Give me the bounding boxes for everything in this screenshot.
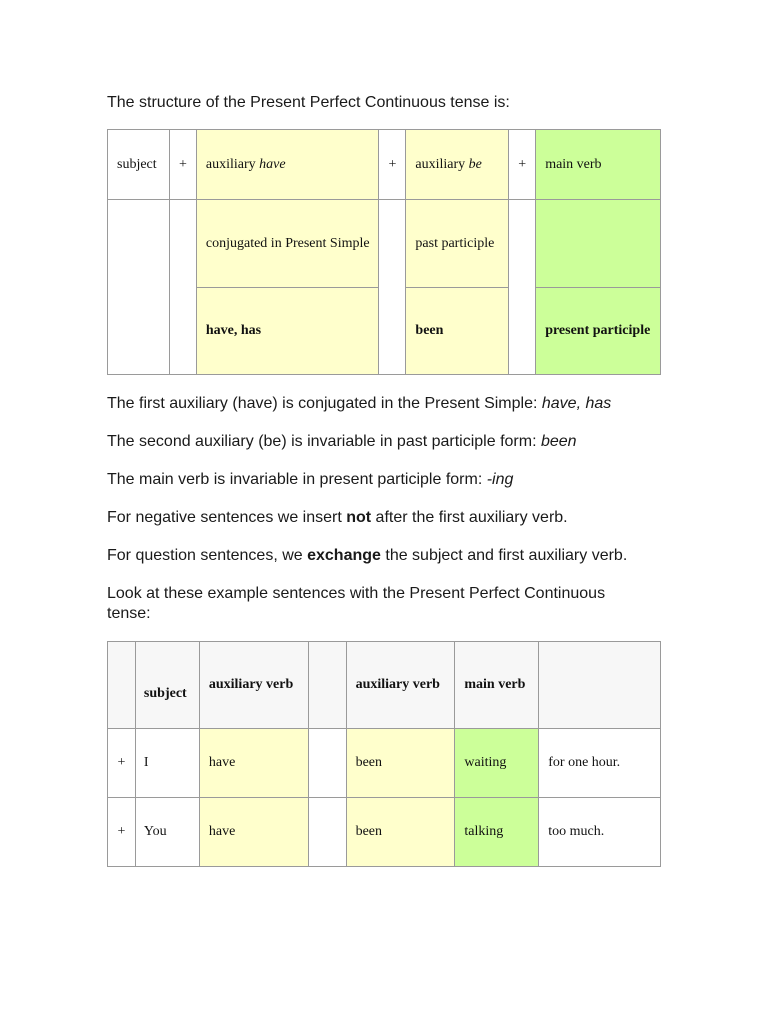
empty-cell: [509, 200, 536, 375]
examples-intro: Look at these example sentences with the Present Perfect Continuous tense:: [107, 585, 606, 622]
rest-cell: for one hour.: [539, 729, 661, 798]
empty-cell: [169, 200, 196, 375]
structure-row-notes: [108, 200, 661, 288]
aux-have-note: conjugated in Present Simple: [196, 200, 379, 288]
rule-2: The second auxiliary (be) is invariable in past participle form: been: [107, 433, 577, 450]
empty-cell: [379, 200, 406, 375]
header-aux1: auxiliary verb: [199, 642, 308, 729]
main-verb-note-empty: [536, 200, 661, 288]
plus-sign: +: [169, 130, 196, 200]
header-empty: [539, 642, 661, 729]
example-row: [108, 729, 661, 798]
subject-cell: subject: [108, 130, 170, 200]
rule-3: The main verb is invariable in present participle form: -ing: [107, 471, 514, 488]
examples-header-row: [108, 642, 661, 729]
main-verb-cell: waiting: [455, 729, 539, 798]
plus-sign: +: [379, 130, 406, 200]
header-empty: [108, 642, 136, 729]
aux-be-forms: been: [406, 288, 509, 375]
aux1-cell: have: [199, 798, 308, 867]
example-row: [108, 798, 661, 867]
empty-cell: [308, 729, 346, 798]
header-empty: [308, 642, 346, 729]
subject-cell: I: [135, 729, 199, 798]
header-main: main verb: [455, 642, 539, 729]
rule-5: For question sentences, we exchange the subject and first auxiliary verb.: [107, 547, 628, 564]
aux-be-word: be: [468, 156, 482, 172]
empty-cell: [308, 798, 346, 867]
header-subject: subject: [135, 642, 199, 729]
subject-cell: You: [135, 798, 199, 867]
structure-row-parts: [108, 130, 661, 200]
aux-have-cell: auxiliary have: [196, 130, 379, 200]
header-aux2: auxiliary verb: [346, 642, 455, 729]
examples-table: [107, 641, 661, 867]
sign-cell: +: [108, 729, 136, 798]
main-verb-form: present participle: [536, 288, 661, 375]
rest-cell: too much.: [539, 798, 661, 867]
aux2-cell: been: [346, 729, 455, 798]
main-verb-cell: talking: [455, 798, 539, 867]
plus-sign: +: [509, 130, 536, 200]
aux-be-note: past participle: [406, 200, 509, 288]
aux-have-forms: have, has: [196, 288, 379, 375]
main-verb-cell: main verb: [536, 130, 661, 200]
aux-have-word: have: [259, 156, 286, 172]
rule-1: The first auxiliary (have) is conjugated in the Present Simple: have, has: [107, 395, 612, 412]
aux-be-cell: auxiliary be: [406, 130, 509, 200]
structure-table: [107, 129, 661, 375]
aux1-cell: have: [199, 729, 308, 798]
sign-cell: +: [108, 798, 136, 867]
aux2-cell: been: [346, 798, 455, 867]
intro-text: The structure of the Present Perfect Continuous tense is:: [107, 94, 510, 111]
empty-cell: [108, 200, 170, 375]
rule-4: For negative sentences we insert not after the first auxiliary verb.: [107, 509, 568, 526]
